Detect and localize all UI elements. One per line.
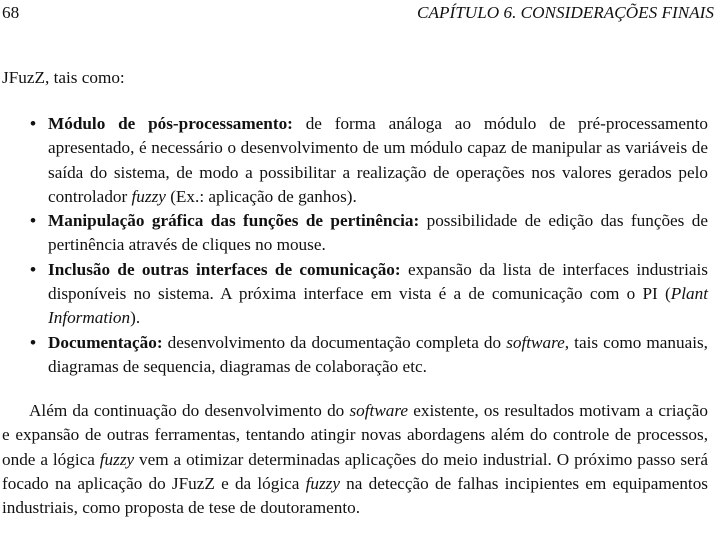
item-term: Documentação: [48, 332, 163, 352]
paragraph-italic: fuzzy [305, 473, 340, 493]
item-term: Módulo de pós-processamento: [48, 114, 293, 133]
list-item [0, 112, 708, 209]
list-item [0, 209, 708, 258]
item-text: expansão da lista de interfaces industriais disponíveis no sistema. A próxima interface em vista é a de comunicação com o PI ( [48, 259, 708, 304]
item-text-end: ). [130, 308, 141, 328]
list-item [0, 258, 708, 331]
page-header [2, 1, 714, 25]
body-paragraph [2, 399, 708, 520]
paragraph-text: vem a otimizar determinadas aplicações do meio industrial. O próximo passo será focado na aplicação do JFuzZ e da lógica [2, 449, 708, 493]
list-item [0, 331, 708, 380]
item-term: Manipulação gráfica das funções de pertinência: [48, 211, 420, 231]
item-text: desenvolvimento da documentação completa do [162, 332, 507, 352]
paragraph-italic: fuzzy [99, 449, 135, 469]
bullet-list [0, 112, 708, 379]
item-italic: Plant Information [48, 284, 708, 328]
page-number: 68 [2, 3, 20, 22]
item-text: de forma análoga ao módulo de pré-processamento apresentado, é necessário o desenvolvimento de um módulo capaz de manipular as variáveis de saída do sistema, de modo a possibilitar a realização de operações nos valores gerados pelo controlador [48, 114, 708, 206]
intro-text: JFuzZ, tais como: [2, 68, 125, 87]
bullet-icon: • [30, 259, 37, 279]
paragraph-text: na detecção de falhas incipientes em equipamentos industriais, como proposta de tese de doutoramento. [2, 473, 708, 518]
item-italic: fuzzy [131, 186, 166, 206]
item-text-end: (Ex.: aplicação de ganhos). [165, 186, 357, 206]
paragraph-text: Além da continuação do desenvolvimento do [29, 401, 350, 420]
item-text-end: , tais como manuais, diagramas de sequencia, diagramas de colaboração etc. [48, 332, 708, 376]
item-text: possibilidade de edição das funções de pertinência através de cliques no mouse. [48, 211, 708, 255]
bullet-icon: • [30, 332, 37, 352]
bullet-icon: • [30, 211, 37, 231]
bullet-icon: • [30, 114, 37, 133]
item-italic: software [506, 332, 565, 352]
paragraph-text: existente, os resultados motivam a criação e expansão de outras ferramentas, tentando atingir novas abordagens além do controle de processos, onde a lógica [2, 401, 708, 469]
chapter-title: CAPÍTULO 6. CONSIDERAÇÕES FINAIS [417, 3, 714, 22]
item-term: Inclusão de outras interfaces de comunicação: [48, 259, 401, 279]
paragraph-italic: software [349, 401, 409, 420]
